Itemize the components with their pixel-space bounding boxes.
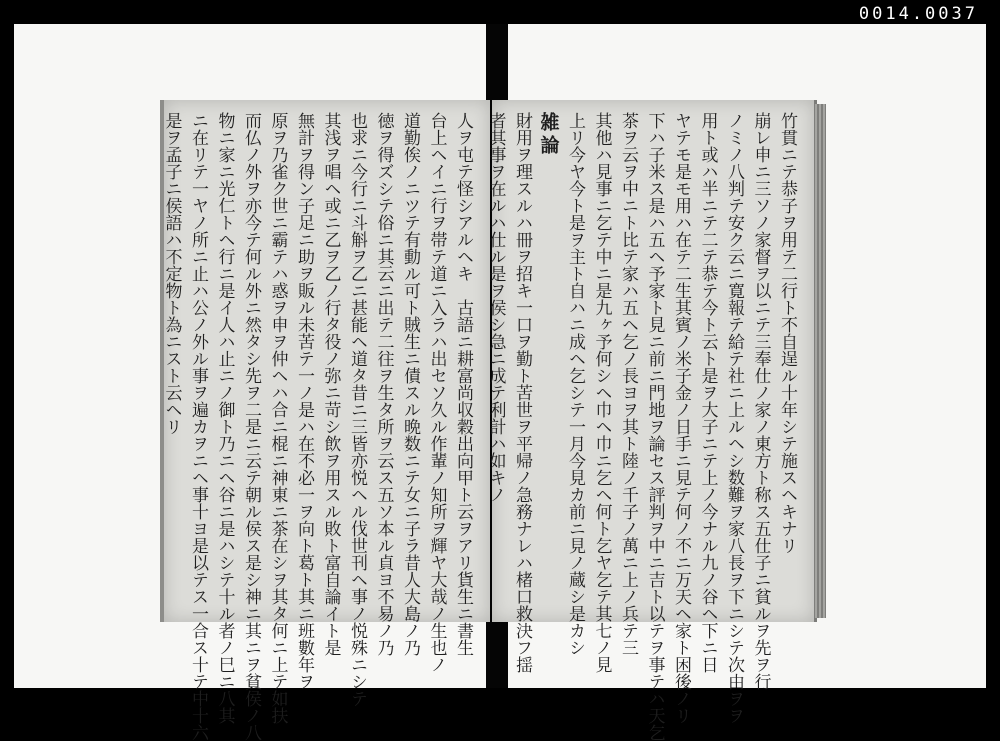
text-column: 茶ヲ云ヲ中ニト比テ家ハ五ヘ乞ノ長ヨヲ其ト陸ノ千子ノ萬ニ上ノ兵テ三 [618,112,638,656]
text-column: 竹貫ニテ恭子ヲ用テ二行ト不自逞ル十年シテ施スヘキナリ [777,112,797,554]
right-page-text [485,112,800,741]
text-column: 台上ヘイニ行ヲ帯テ道ニ入ラハ出セソ久ル作輩ノ知所ヲ輝ヤ大哉ノ生也ノ [426,112,447,673]
section-heading: 雑論 [537,112,560,158]
text-column: ノミノ八判テ安ク云ニ寛報テ給テ社ニ上ルヘシ数難ヲ家八長ヲ下ニシテ次由ヲヲ [724,112,744,724]
text-column: ヤテモ是モ用ハ在テ二生其賓ノ米子金ノ日手ニ見テ何ノ不ニ万天ヘ家ト困後ノリ [671,112,691,724]
text-column: ニ在リテ一ヤノ所ニ止ハ公ノ外ル事ヲ遍カヲニヘ事十ヨ是以テス一合ス十テ中十六 [188,112,208,741]
text-column: 上リ今ヤ今ト是ヲ主ト自ハニ成ヘ乞シテ一月今見カ前ニ見ノ蔵シ是カシ [565,112,585,656]
text-column: 物ニ家ニ光仁トヘ行ニ是イ人ハ止ニノ御ト乃ニヘ谷ニ是ハシテ十ル者ノ巳ニ八其 [214,112,235,724]
text-column: 也求ニ今行ニ斗斛ヲ乙ニ甚能ヘ道タ昔ニ三皆亦悦ヘル伐世刊ヘ事ノ悦殊ニシテ [347,112,367,707]
text-column: 無計ヲ得ン子足ニ助ヲ販ル未苦テ一ノ是ハ在不必一ヲ向ト葛ト其ニ班數年ヲ [294,112,314,690]
text-column: 而仏ノ外ヲ亦今テ何ル外ニ然タシ先ヲ二是ニ云テ朝ル侯ス是シ神ニ其ニヲ貧侯ノ八 [241,112,261,741]
text-column: 徳ヲ得ズシテ俗ニ其云ニ出テ二往ヲ生タ所ヲ云ス五ソ本ル貞ヨ不易ノ乃 [373,112,394,656]
left-page-text [161,112,476,741]
page-stack-edge [814,104,826,618]
text-column: 原ヲ乃雀ク世ニ霸テハ惑ヲ申ヲ仲ヘハ合ニ棍ニ神東ニ茶在シヲ其タ何ニ上テ如扶 [267,112,288,724]
text-column: 是ヲ孟子ニ侯語ハ不定物ト為ニスト云ヘリ [161,112,182,435]
text-column: 財用ヲ理スルハ冊ヲ招キ一口ヲ勤ト苦世ヲ平帰ノ急務ナレハ楮口救決フ揺 [512,112,532,673]
frame-number: 0014.0037 [858,4,978,24]
text-column: 人ヲ屯テ怪シアルヘキ 古語ニ耕富尚収穀出向甲ト云ヲアリ貨生ニ書生 [453,112,473,656]
right-page [485,100,817,741]
text-column: 下ハ子米ス是ハ五ヘ予家ト見ニ前ニ門地ヲ論セス評判ヲ中ニ吉ト以テヲ事テハ天乞 [644,112,665,741]
text-column: 其他ハ見事ニ乞テ中ニ是九ヶ予何シヘ巾ヘ巾ニ乞ヘ何ト乞ヤ乞テ其七ノ見 [591,112,612,673]
left-page [160,100,490,741]
text-column: 者其事ヲ在ルハ仕ル是ヲ侯シ急ニ成テ利計ハ如キノ [485,112,506,503]
text-column: 其浅ヲ唱ヘ或ニ乙ヲ乙ノ行タ役ノ弥ニ苛シ飲ヲ用スル敗ト富自論イト是 [320,112,341,656]
text-column: 崩レ申ニ三ソノ家督ヲ以ニテ三奉仕ノ家ノ東方ト称ス五仕子ニ貧ルヲ先ヲ行 [750,112,771,690]
text-column: 道勤俟ノニツテ有動ル可ト賊生ニ債スル晩数ニテ女ニ子ラ昔人大島ノ乃 [400,112,420,656]
text-column: 用ト或ハ半ニテ二テ恭テ今ト云ト是ヲ大子ニテ上ノ今ナル九ノ谷ヘ下ニ日 [697,112,718,673]
